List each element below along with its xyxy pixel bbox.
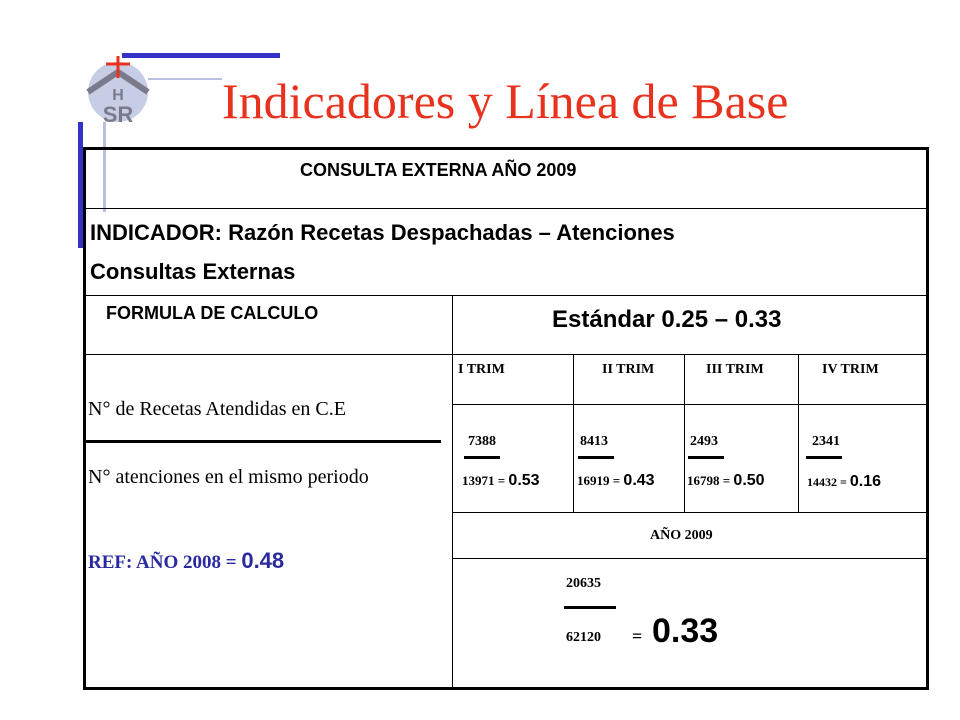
q3-result: 0.50: [733, 472, 765, 489]
q4-equals: =: [840, 475, 847, 489]
year-result: 0.33: [652, 612, 719, 650]
quarter-label-3: III TRIM: [706, 362, 764, 377]
formula-label: FORMULA DE CALCULO: [106, 303, 319, 323]
q1-denominator: 13971: [462, 473, 495, 488]
col-divider-q2: [684, 354, 685, 512]
year-equals: =: [632, 626, 643, 646]
q3-result-row: [687, 472, 765, 490]
q4-numerator: 2341: [812, 434, 840, 449]
year-numerator: 20635: [566, 576, 601, 591]
q4-result: 0.16: [849, 473, 881, 490]
q3-numerator: 2493: [690, 434, 718, 449]
q3-fraction-bar: [688, 456, 724, 459]
logo-letter-h: H: [112, 87, 124, 104]
row-divider-3: [86, 354, 926, 355]
q4-result-row: [807, 473, 881, 491]
hsr-logo: [78, 50, 158, 130]
denominator-label: N° atenciones en el mismo periodo: [88, 466, 369, 488]
formula-fraction-bar: [86, 440, 441, 443]
row-divider-2: [86, 295, 926, 296]
year-fraction-bar: [564, 606, 616, 609]
col-divider-main: [452, 295, 453, 687]
q1-numerator: 7388: [468, 434, 496, 449]
q2-result: 0.43: [623, 472, 655, 489]
ref-value: 0.48: [241, 548, 285, 573]
q1-fraction-bar: [464, 456, 500, 459]
q2-numerator: 8413: [580, 434, 608, 449]
row-divider-5: [452, 512, 926, 513]
numerator-label: N° de Recetas Atendidas en C.E: [88, 398, 346, 420]
table-header: CONSULTA EXTERNA AÑO 2009: [300, 160, 577, 180]
page-title: Indicadores y Línea de Base: [222, 73, 789, 129]
q4-fraction-bar: [806, 456, 842, 459]
ref-label-text: REF: AÑO 2008 =: [88, 552, 242, 573]
row-divider-6: [452, 558, 926, 559]
ref-label: [88, 548, 284, 574]
q1-result: 0.53: [508, 472, 540, 489]
indicator-title-line1: INDICADOR: Razón Recetas Despachadas – Atenciones: [90, 220, 675, 245]
indicator-title-line2: Consultas Externas: [90, 259, 296, 284]
q1-result-row: [462, 472, 540, 490]
q1-equals: =: [497, 473, 506, 488]
quarter-label-4: IV TRIM: [822, 362, 879, 377]
year-label: AÑO 2009: [650, 528, 713, 543]
standard-range: Estándar 0.25 – 0.33: [552, 306, 782, 333]
quarter-label-2: II TRIM: [602, 362, 655, 377]
q3-denominator: 16798: [687, 473, 720, 488]
q2-equals: =: [612, 473, 621, 488]
col-divider-q1: [573, 354, 574, 512]
q3-equals: =: [722, 473, 731, 488]
col-divider-q3: [798, 354, 799, 512]
q2-result-row: [577, 472, 655, 490]
logo-letters-sr: SR: [102, 102, 134, 127]
year-denominator: 62120: [566, 630, 601, 645]
q2-fraction-bar: [578, 456, 614, 459]
accent-bar-top-light: [148, 78, 222, 80]
row-divider-4: [452, 404, 926, 405]
q2-denominator: 16919: [577, 473, 610, 488]
row-divider-1: [86, 208, 926, 209]
q4-denominator: 14432: [807, 475, 837, 489]
quarter-label-1: I TRIM: [458, 362, 505, 377]
